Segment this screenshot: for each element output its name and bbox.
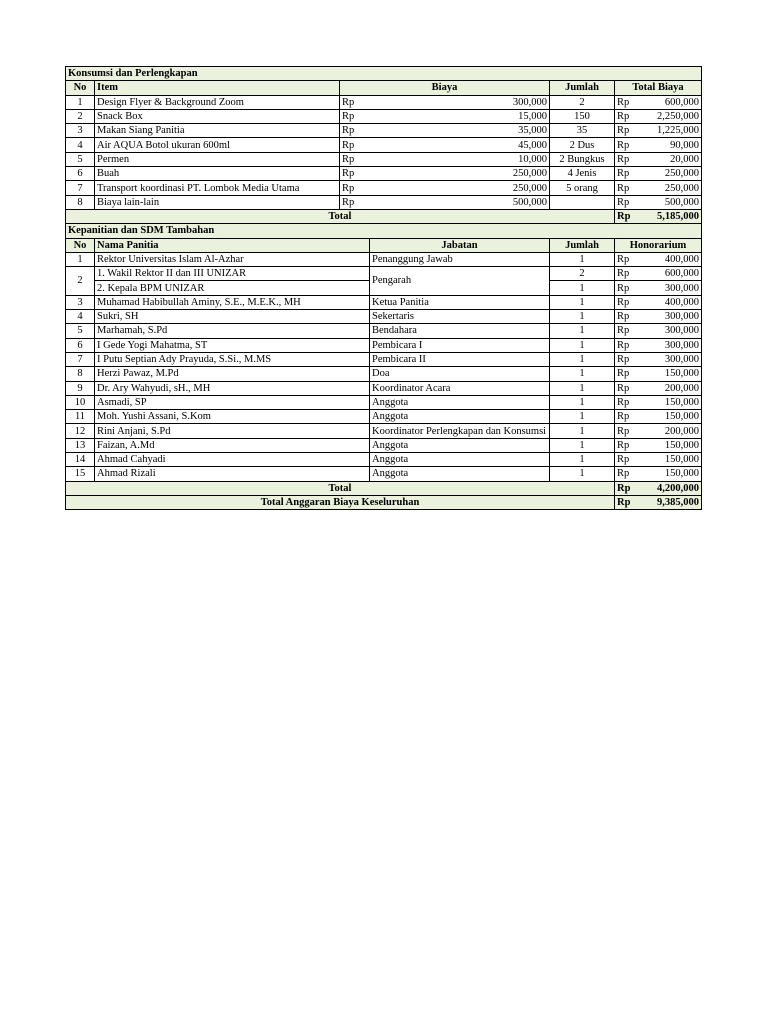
row-nama: Asmadi, SP bbox=[95, 395, 370, 409]
row-jabatan: Anggota bbox=[370, 395, 550, 409]
row-total: 500,000 bbox=[643, 195, 702, 209]
currency-label: Rp bbox=[615, 138, 643, 152]
currency-label: Rp bbox=[340, 95, 370, 109]
table-row bbox=[66, 467, 702, 481]
row-total: 2,250,000 bbox=[643, 109, 702, 123]
currency-label: Rp bbox=[615, 181, 643, 195]
row-jumlah: 2 bbox=[550, 267, 615, 281]
row-jumlah: 1 bbox=[550, 395, 615, 409]
table-row bbox=[66, 324, 702, 338]
row-honor: 300,000 bbox=[643, 324, 702, 338]
row-no: 3 bbox=[66, 124, 95, 138]
row-no: 15 bbox=[66, 467, 95, 481]
row-nama: 2. Kepala BPM UNIZAR bbox=[95, 281, 370, 295]
row-jabatan: Anggota bbox=[370, 410, 550, 424]
row-item: Biaya lain-lain bbox=[95, 195, 340, 209]
col-header-total: Total Biaya bbox=[615, 81, 702, 95]
row-nama: 1. Wakil Rektor II dan III UNIZAR bbox=[95, 267, 370, 281]
row-honor: 150,000 bbox=[643, 438, 702, 452]
row-total: 1,225,000 bbox=[643, 124, 702, 138]
row-no: 4 bbox=[66, 138, 95, 152]
row-jabatan: Koordinator Acara bbox=[370, 381, 550, 395]
row-honor: 200,000 bbox=[643, 424, 702, 438]
row-jabatan: Doa bbox=[370, 367, 550, 381]
currency-label: Rp bbox=[615, 467, 643, 481]
header-row bbox=[66, 81, 702, 95]
row-jumlah: 1 bbox=[550, 295, 615, 309]
currency-label: Rp bbox=[615, 438, 643, 452]
row-jabatan: Ketua Panitia bbox=[370, 295, 550, 309]
section-title: Konsumsi dan Perlengkapan bbox=[66, 67, 702, 81]
section-title: Kepanitian dan SDM Tambahan bbox=[66, 224, 702, 238]
row-item: Design Flyer & Background Zoom bbox=[95, 95, 340, 109]
row-no: 1 bbox=[66, 252, 95, 266]
total-row bbox=[66, 209, 702, 223]
table-row bbox=[66, 410, 702, 424]
row-jumlah: 1 bbox=[550, 338, 615, 352]
row-honor: 150,000 bbox=[643, 453, 702, 467]
currency-label: Rp bbox=[340, 138, 370, 152]
table-row bbox=[66, 195, 702, 209]
row-no: 11 bbox=[66, 410, 95, 424]
row-jabatan: Anggota bbox=[370, 467, 550, 481]
row-biaya: 10,000 bbox=[370, 152, 550, 166]
currency-label: Rp bbox=[615, 410, 643, 424]
row-jumlah: 1 bbox=[550, 352, 615, 366]
row-no: 14 bbox=[66, 453, 95, 467]
currency-label: Rp bbox=[615, 252, 643, 266]
row-biaya: 250,000 bbox=[370, 181, 550, 195]
row-biaya: 35,000 bbox=[370, 124, 550, 138]
row-biaya: 300,000 bbox=[370, 95, 550, 109]
table-row bbox=[66, 95, 702, 109]
row-jabatan: Pembicara II bbox=[370, 352, 550, 366]
currency-label: Rp bbox=[615, 495, 643, 509]
currency-label: Rp bbox=[615, 352, 643, 366]
total-value: 5,185,000 bbox=[643, 209, 702, 223]
row-jumlah: 1 bbox=[550, 467, 615, 481]
table-row bbox=[66, 381, 702, 395]
row-no: 7 bbox=[66, 181, 95, 195]
row-biaya: 250,000 bbox=[370, 167, 550, 181]
row-nama: Ahmad Rizali bbox=[95, 467, 370, 481]
row-item: Buah bbox=[95, 167, 340, 181]
row-no: 7 bbox=[66, 352, 95, 366]
table-row bbox=[66, 138, 702, 152]
row-total: 250,000 bbox=[643, 167, 702, 181]
row-no: 5 bbox=[66, 152, 95, 166]
currency-label: Rp bbox=[615, 381, 643, 395]
row-biaya: 45,000 bbox=[370, 138, 550, 152]
currency-label: Rp bbox=[615, 109, 643, 123]
row-honor: 400,000 bbox=[643, 252, 702, 266]
table-row bbox=[66, 438, 702, 452]
col-header-item: Item bbox=[95, 81, 340, 95]
col-header-nama: Nama Panitia bbox=[95, 238, 370, 252]
row-jumlah bbox=[550, 195, 615, 209]
currency-label: Rp bbox=[615, 167, 643, 181]
row-no: 8 bbox=[66, 367, 95, 381]
row-jabatan: Pembicara I bbox=[370, 338, 550, 352]
row-nama: Faizan, A.Md bbox=[95, 438, 370, 452]
row-no: 8 bbox=[66, 195, 95, 209]
row-no: 3 bbox=[66, 295, 95, 309]
row-no: 1 bbox=[66, 95, 95, 109]
row-honor: 150,000 bbox=[643, 395, 702, 409]
row-no: 6 bbox=[66, 167, 95, 181]
row-jumlah: 1 bbox=[550, 438, 615, 452]
col-header-jumlah: Jumlah bbox=[550, 238, 615, 252]
row-nama: Sukri, SH bbox=[95, 310, 370, 324]
row-item: Transport koordinasi PT. Lombok Media Utama bbox=[95, 181, 340, 195]
row-no: 2 bbox=[66, 109, 95, 123]
currency-label: Rp bbox=[340, 195, 370, 209]
total-value: 4,200,000 bbox=[643, 481, 702, 495]
currency-label: Rp bbox=[615, 338, 643, 352]
row-nama: Marhamah, S.Pd bbox=[95, 324, 370, 338]
row-item: Air AQUA Botol ukuran 600ml bbox=[95, 138, 340, 152]
currency-label: Rp bbox=[615, 124, 643, 138]
row-honor: 300,000 bbox=[643, 338, 702, 352]
table-row bbox=[66, 395, 702, 409]
table-row bbox=[66, 453, 702, 467]
col-header-honor: Honorarium bbox=[615, 238, 702, 252]
row-no: 6 bbox=[66, 338, 95, 352]
table-row bbox=[66, 267, 702, 281]
row-jabatan: Anggota bbox=[370, 438, 550, 452]
row-total: 20,000 bbox=[643, 152, 702, 166]
grand-total-row bbox=[66, 495, 702, 509]
row-total: 250,000 bbox=[643, 181, 702, 195]
table-row bbox=[66, 424, 702, 438]
currency-label: Rp bbox=[615, 281, 643, 295]
row-nama: Dr. Ary Wahyudi, sH., MH bbox=[95, 381, 370, 395]
row-nama: Ahmad Cahyadi bbox=[95, 453, 370, 467]
currency-label: Rp bbox=[340, 124, 370, 138]
row-biaya: 500,000 bbox=[370, 195, 550, 209]
col-header-no: No bbox=[66, 81, 95, 95]
grand-total-value: 9,385,000 bbox=[643, 495, 702, 509]
col-header-biaya: Biaya bbox=[340, 81, 550, 95]
currency-label: Rp bbox=[615, 95, 643, 109]
row-jumlah: 1 bbox=[550, 367, 615, 381]
table-row bbox=[66, 295, 702, 309]
currency-label: Rp bbox=[615, 152, 643, 166]
row-jumlah: 35 bbox=[550, 124, 615, 138]
currency-label: Rp bbox=[615, 195, 643, 209]
total-label: Total bbox=[66, 481, 615, 495]
row-jumlah: 1 bbox=[550, 381, 615, 395]
currency-label: Rp bbox=[340, 152, 370, 166]
row-item: Permen bbox=[95, 152, 340, 166]
row-item: Makan Siang Panitia bbox=[95, 124, 340, 138]
grand-total-label: Total Anggaran Biaya Keseluruhan bbox=[66, 495, 615, 509]
currency-label: Rp bbox=[615, 424, 643, 438]
row-jumlah: 1 bbox=[550, 324, 615, 338]
table-row bbox=[66, 124, 702, 138]
table-row bbox=[66, 167, 702, 181]
row-jumlah: 4 Jenis bbox=[550, 167, 615, 181]
row-honor: 300,000 bbox=[643, 281, 702, 295]
total-row bbox=[66, 481, 702, 495]
table-row bbox=[66, 367, 702, 381]
row-jabatan: Bendahara bbox=[370, 324, 550, 338]
row-nama: Herzi Pawaz, M.Pd bbox=[95, 367, 370, 381]
table-row bbox=[66, 109, 702, 123]
row-jumlah: 1 bbox=[550, 252, 615, 266]
col-header-no: No bbox=[66, 238, 95, 252]
row-honor: 400,000 bbox=[643, 295, 702, 309]
row-no: 5 bbox=[66, 324, 95, 338]
row-nama: Rektor Universitas Islam Al-Azhar bbox=[95, 252, 370, 266]
row-honor: 600,000 bbox=[643, 267, 702, 281]
row-total: 600,000 bbox=[643, 95, 702, 109]
currency-label: Rp bbox=[340, 167, 370, 181]
currency-label: Rp bbox=[615, 481, 643, 495]
row-no: 13 bbox=[66, 438, 95, 452]
table-row bbox=[66, 352, 702, 366]
row-biaya: 15,000 bbox=[370, 109, 550, 123]
row-item: Snack Box bbox=[95, 109, 340, 123]
total-label: Total bbox=[66, 209, 615, 223]
row-nama: Moh. Yushi Assani, S.Kom bbox=[95, 410, 370, 424]
row-jumlah: 1 bbox=[550, 310, 615, 324]
row-honor: 150,000 bbox=[643, 410, 702, 424]
currency-label: Rp bbox=[340, 109, 370, 123]
table-row bbox=[66, 152, 702, 166]
table-row bbox=[66, 181, 702, 195]
row-jumlah: 2 Dus bbox=[550, 138, 615, 152]
row-honor: 150,000 bbox=[643, 367, 702, 381]
section-title-row bbox=[66, 224, 702, 238]
currency-label: Rp bbox=[615, 295, 643, 309]
col-header-jabatan: Jabatan bbox=[370, 238, 550, 252]
row-honor: 300,000 bbox=[643, 310, 702, 324]
currency-label: Rp bbox=[615, 310, 643, 324]
row-total: 90,000 bbox=[643, 138, 702, 152]
row-jabatan: Penanggung Jawab bbox=[370, 252, 550, 266]
row-nama: Muhamad Habibullah Aminy, S.E., M.E.K., MH bbox=[95, 295, 370, 309]
table-row bbox=[66, 252, 702, 266]
row-jumlah: 2 Bungkus bbox=[550, 152, 615, 166]
table-row bbox=[66, 310, 702, 324]
row-honor: 300,000 bbox=[643, 352, 702, 366]
row-no: 4 bbox=[66, 310, 95, 324]
row-honor: 150,000 bbox=[643, 467, 702, 481]
row-no: 10 bbox=[66, 395, 95, 409]
row-jumlah: 1 bbox=[550, 424, 615, 438]
row-jabatan: Pengarah bbox=[370, 267, 550, 296]
row-jumlah: 150 bbox=[550, 109, 615, 123]
row-nama: I Gede Yogi Mahatma, ST bbox=[95, 338, 370, 352]
budget-table-body bbox=[66, 67, 702, 510]
row-jumlah: 1 bbox=[550, 281, 615, 295]
row-jumlah: 1 bbox=[550, 453, 615, 467]
row-no: 12 bbox=[66, 424, 95, 438]
col-header-jumlah: Jumlah bbox=[550, 81, 615, 95]
row-no: 2 bbox=[66, 267, 95, 296]
header-row bbox=[66, 238, 702, 252]
budget-table bbox=[65, 66, 702, 510]
row-jumlah: 5 orang bbox=[550, 181, 615, 195]
row-jumlah: 2 bbox=[550, 95, 615, 109]
row-nama: I Putu Septian Ady Prayuda, S.Si., M.MS bbox=[95, 352, 370, 366]
row-jumlah: 1 bbox=[550, 410, 615, 424]
table-row bbox=[66, 338, 702, 352]
row-jabatan: Sekertaris bbox=[370, 310, 550, 324]
currency-label: Rp bbox=[615, 453, 643, 467]
currency-label: Rp bbox=[340, 181, 370, 195]
currency-label: Rp bbox=[615, 367, 643, 381]
currency-label: Rp bbox=[615, 209, 643, 223]
row-nama: Rini Anjani, S.Pd bbox=[95, 424, 370, 438]
row-jabatan: Anggota bbox=[370, 453, 550, 467]
currency-label: Rp bbox=[615, 395, 643, 409]
currency-label: Rp bbox=[615, 324, 643, 338]
currency-label: Rp bbox=[615, 267, 643, 281]
row-jabatan: Koordinator Perlengkapan dan Konsumsi bbox=[370, 424, 550, 438]
row-honor: 200,000 bbox=[643, 381, 702, 395]
row-no: 9 bbox=[66, 381, 95, 395]
section-title-row bbox=[66, 67, 702, 81]
